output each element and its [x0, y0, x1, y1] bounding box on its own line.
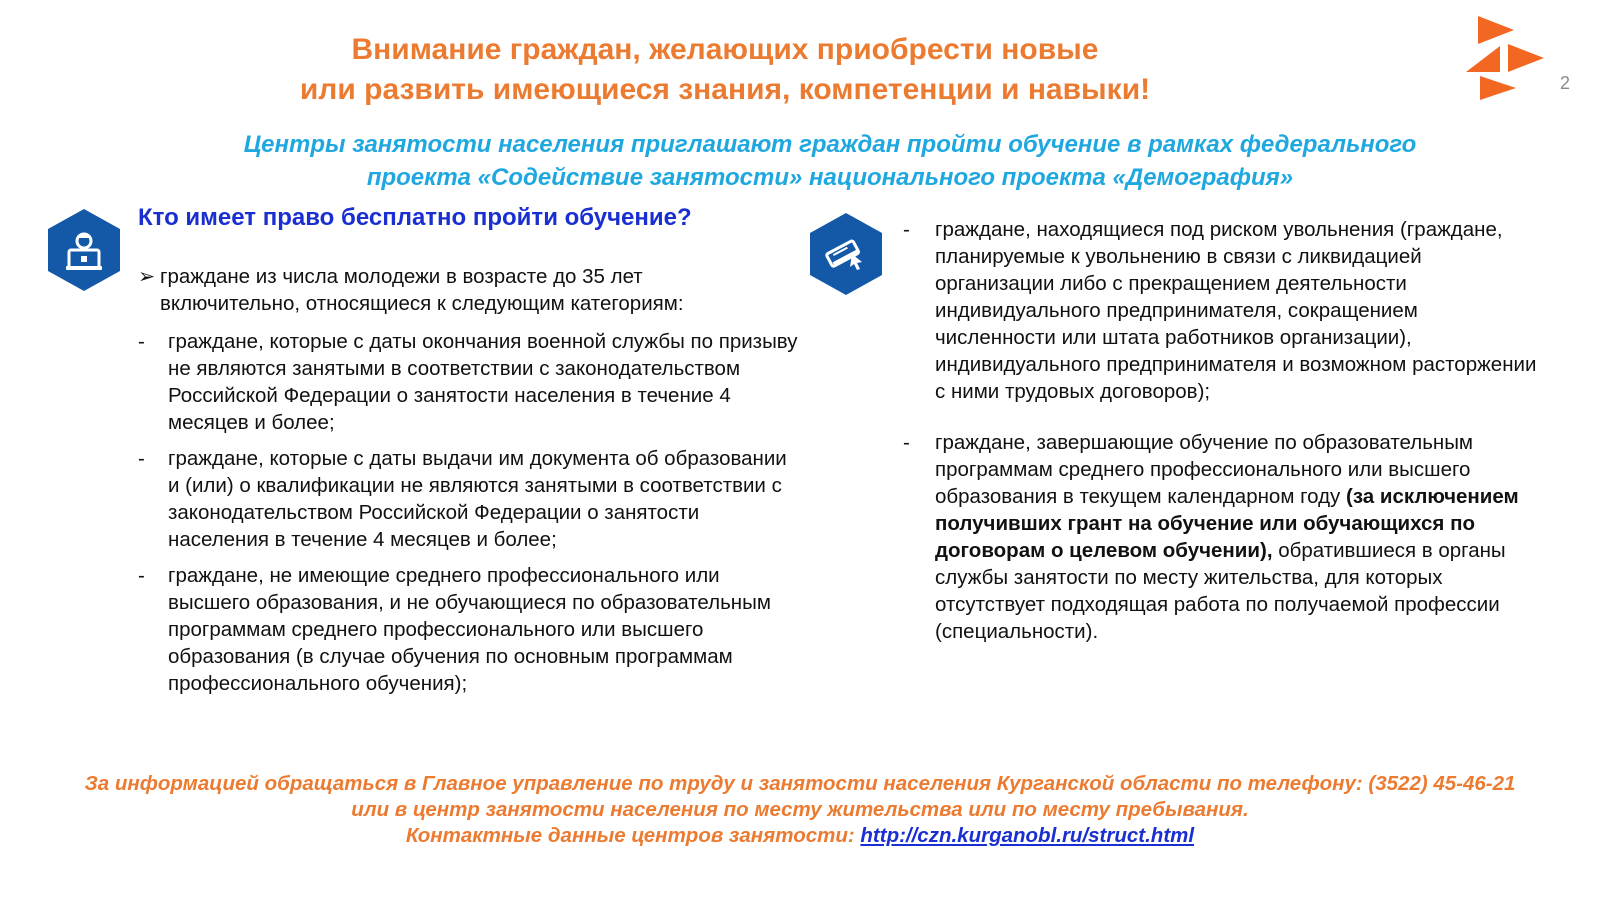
intro-bullet — [138, 263, 778, 317]
left-criteria-list — [138, 328, 798, 706]
slide-title — [200, 30, 1250, 110]
list-item-text-bold: (за исключением получивших грант на обучение или обучающихся по договорам о целевом обучении), — [935, 485, 1519, 562]
footer-line-1: За информацией обращаться в Главное управление по труду и занятости населения Курганской области по телефону: (3522) 45-46-21 — [84, 772, 1516, 795]
dash-marker: - — [138, 564, 145, 587]
book-with-cursor-icon — [808, 212, 884, 296]
contact-footer — [30, 771, 1570, 849]
footer-contacts-label: Контактные данные центров занятости: — [405, 824, 861, 847]
footer-line-2: или в центр занятости населения по месту жительства или по месту пребывания. — [351, 798, 1249, 821]
list-item — [138, 562, 798, 697]
page-number: 2 — [1560, 73, 1571, 93]
list-item-text: граждане, которые с даты окончания военной службы по призыву не являются занятыми в соответствии с законодательством Российской Федерации о занятости населения в течение 4 месяцев и более; — [168, 330, 798, 434]
triangles-logo-icon — [1466, 14, 1570, 104]
slide-subtitle-line-1: Центры занятости населения приглашают граждан пройти обучение в рамках федерального — [243, 131, 1417, 158]
dash-marker: - — [138, 447, 145, 470]
list-item — [138, 445, 798, 553]
footer-line-3 — [30, 823, 1570, 849]
right-criteria-list — [903, 216, 1543, 669]
list-item — [138, 328, 798, 436]
list-item-text: граждане, находящиеся под риском увольнения (граждане, планируемые к увольнению в связи с ликвидацией организации либо с прекращением деятельности индивидуального предпринимателя, сокращением численности или штата работников организации), индивидуального предпринимателя и возможном расторжении с ними трудовых договоров); — [935, 218, 1537, 403]
logo-triangle-bottom — [1480, 76, 1516, 100]
dash-marker: - — [903, 431, 910, 454]
eligibility-question: Кто имеет право бесплатно пройти обучение? — [138, 204, 692, 231]
slide-subtitle — [140, 128, 1520, 194]
contacts-link[interactable]: http://czn.kurganobl.ru/struct.html — [860, 824, 1195, 847]
slide-title-line-1: Внимание граждан, желающих приобрести новые — [351, 33, 1099, 66]
list-item-text: граждане, не имеющие среднего профессионального или высшего образования, и не обучающиеся по образовательным программам среднего профессионального или высшего образования (в случае обучения по основным программам профессионального обучения); — [168, 564, 771, 695]
logo-triangle-top — [1478, 16, 1514, 44]
list-item — [903, 429, 1543, 645]
dash-marker: - — [138, 330, 145, 353]
list-item-text-before: граждане, завершающие обучение по образовательным программам среднего профессионального или высшего образования в текущем календарном году — [935, 431, 1474, 508]
logo-triangle-left — [1466, 46, 1500, 72]
intro-text: граждане из числа молодежи в возрасте до 35 лет включительно, относящиеся к следующим категориям: — [160, 265, 684, 315]
list-item-text-after: обратившиеся в органы службы занятости по месту жительства, для которых отсутствует подходящая работа по получаемой профессии (специальности). — [935, 539, 1506, 643]
slide-title-line-2: или развить имеющиеся знания, компетенции и навыки! — [299, 73, 1151, 106]
arrow-bullet-icon: ➢ — [138, 265, 156, 288]
list-item — [903, 216, 1543, 405]
slide-subtitle-line-2: проекта «Содействие занятости» национального проекта «Демография» — [366, 164, 1294, 191]
list-item-text: граждане, которые с даты выдачи им документа об образовании и (или) о квалификации не являются занятыми в соответствии с законодательством Российской Федерации о занятости населения в течение 4 месяцев и более; — [168, 447, 787, 551]
dash-marker: - — [903, 218, 910, 241]
person-at-laptop-icon — [46, 208, 122, 292]
logo-triangle-right — [1508, 44, 1544, 72]
